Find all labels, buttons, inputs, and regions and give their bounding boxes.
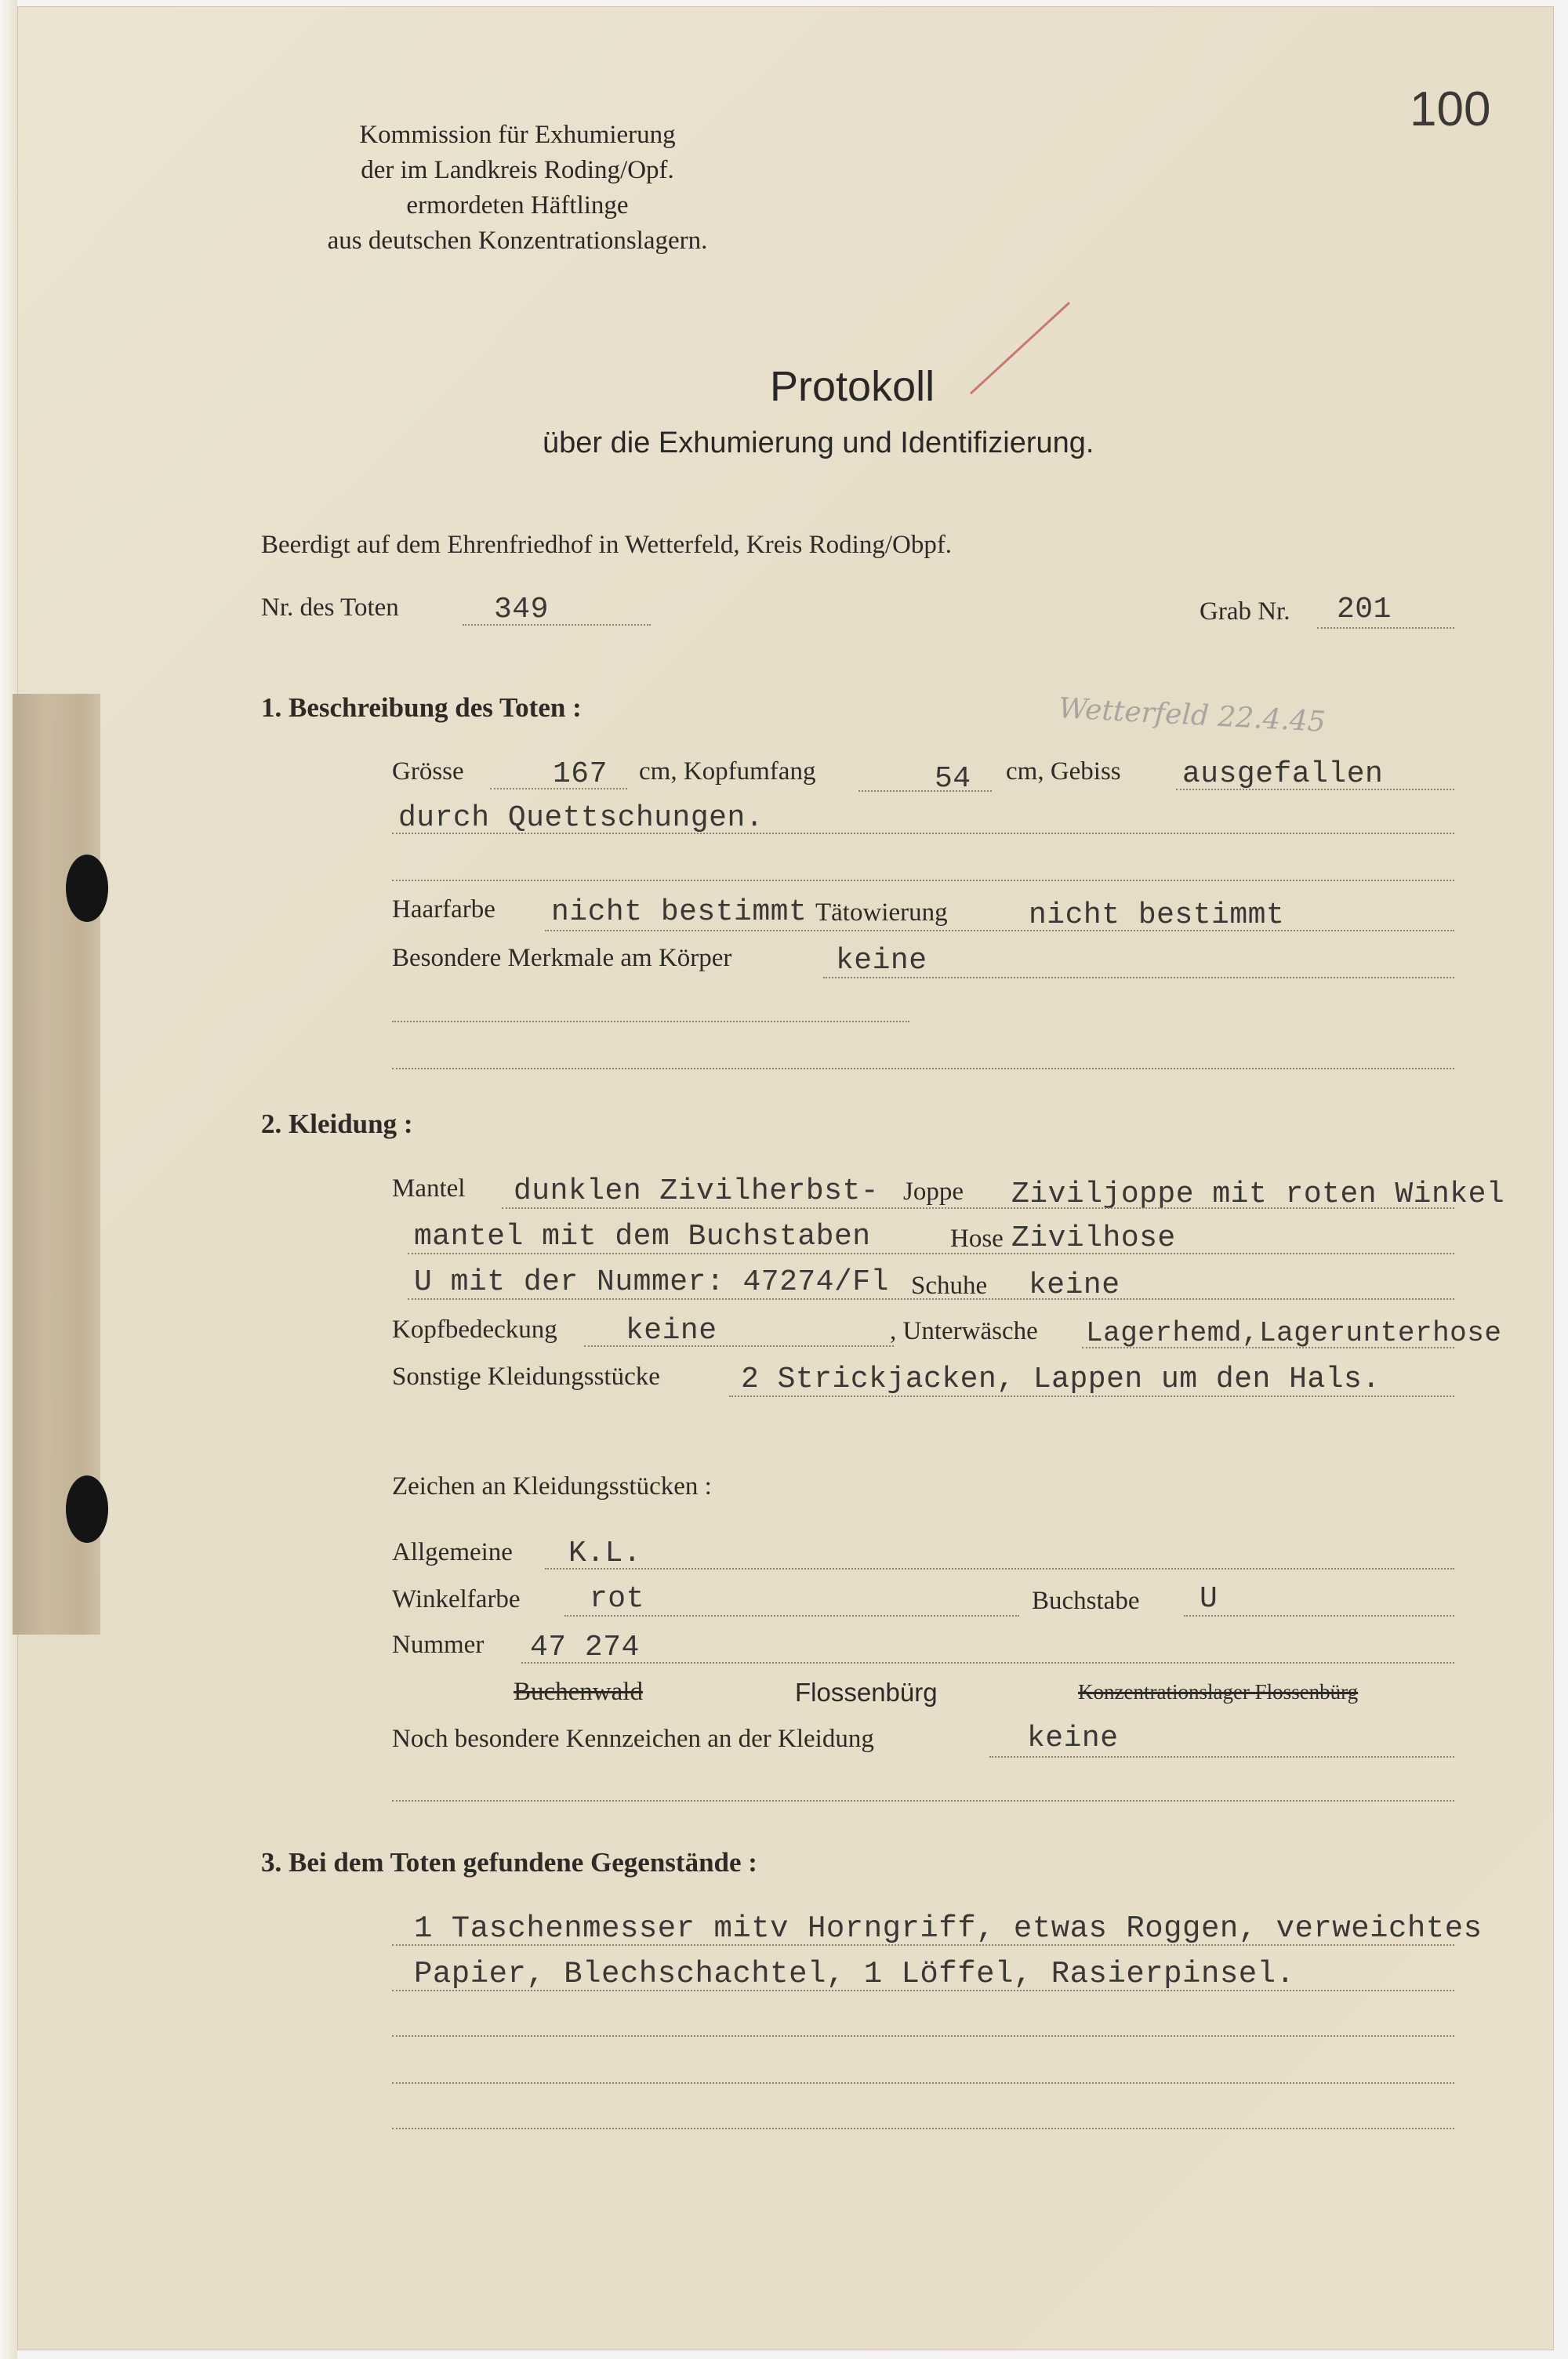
items-dotted-line-1	[392, 1944, 1454, 1946]
burial-text: Beerdigt auf dem Ehrenfriedhof in Wetterfeld, Kreis Roding/Obpf.	[261, 531, 953, 559]
taetowierung-label: Tätowierung	[815, 898, 948, 927]
items-dotted-line-5	[392, 2128, 1454, 2129]
mantel-continuation-2: U mit der Nummer: 47274/Fl	[414, 1265, 889, 1299]
nummer-label: Nummer	[392, 1631, 485, 1659]
lager-flossenbuerg: Flossenbürg	[795, 1678, 938, 1707]
merkmale-dotted-line	[823, 977, 1454, 978]
blank-dotted-line-1	[392, 880, 1454, 881]
grab-dotted-line	[1317, 627, 1454, 629]
nummer-value: 47 274	[530, 1631, 640, 1664]
joppe-value: Ziviljoppe mit roten Winkel	[1011, 1178, 1505, 1211]
groesse-label: Grösse	[392, 757, 464, 786]
joppe-label: Joppe	[903, 1178, 964, 1206]
winkelfarbe-value: rot	[590, 1582, 644, 1616]
blank-dotted-line-2	[392, 1021, 909, 1022]
items-dotted-line-3	[392, 2035, 1454, 2037]
buchstabe-label: Buchstabe	[1032, 1587, 1140, 1615]
nr-dotted-line	[463, 624, 651, 626]
merkmale-value: keine	[836, 944, 927, 978]
gebiss-value: ausgefallen	[1182, 757, 1384, 791]
gebiss-dotted-line	[1176, 789, 1454, 790]
kopfbedeckung-value: keine	[626, 1314, 717, 1348]
header-line-2: der im Landkreis Roding/Opf.	[361, 156, 674, 184]
haar-dotted-line	[545, 930, 1454, 931]
lager-struck-buchenwald: Buchenwald	[514, 1678, 643, 1706]
header-line-4: aus deutschen Konzentrationslagern.	[327, 227, 708, 255]
schuhe-value: keine	[1029, 1268, 1120, 1302]
allgemeine-dotted-line	[545, 1568, 1454, 1570]
haarfarbe-label: Haarfarbe	[392, 895, 495, 924]
sonstige-dotted-line	[729, 1395, 1454, 1397]
schuhe-dotted-line	[408, 1298, 1454, 1300]
mantel-continuation: mantel mit dem Buchstaben	[414, 1220, 871, 1254]
mantel-label: Mantel	[392, 1174, 466, 1203]
winkelfarbe-label: Winkelfarbe	[392, 1585, 521, 1613]
lager-struck-kz: Konzentrationslager Flossenbürg	[1078, 1680, 1359, 1704]
section1-heading: 1. Beschreibung des Toten :	[261, 692, 582, 723]
groesse-value: 167	[553, 757, 608, 791]
merkmale-label: Besondere Merkmale am Körper	[392, 944, 732, 972]
handwritten-note: Wetterfeld 22.4.45	[1058, 692, 1327, 739]
blank-dotted-line-3	[392, 1068, 1454, 1069]
items-line-2: Papier, Blechschachtel, 1 Löffel, Rasierpinsel.	[414, 1957, 1295, 1991]
section3-heading: 3. Bei dem Toten gefundene Gegenstände :	[261, 1847, 757, 1878]
hose-value: Zivilhose	[1011, 1221, 1176, 1255]
groesse-dotted-line	[490, 788, 627, 789]
items-line-1: 1 Taschenmesser mitv Horngriff, etwas Roggen, verweichtes	[414, 1911, 1483, 1946]
kopfbedeckung-dotted-line	[584, 1345, 894, 1347]
sonstige-label: Sonstige Kleidungsstücke	[392, 1363, 660, 1391]
allgemeine-label: Allgemeine	[392, 1538, 513, 1566]
kopfbedeckung-label: Kopfbedeckung	[392, 1316, 557, 1344]
noch-value: keine	[1027, 1722, 1119, 1755]
gebiss-continuation: durch Quettschungen.	[398, 801, 764, 835]
punch-hole-bottom	[66, 1475, 108, 1543]
red-pencil-mark	[964, 298, 1074, 400]
taetowierung-value: nicht bestimmt	[1029, 898, 1285, 932]
commission-header	[290, 118, 745, 259]
buchstabe-dotted-line	[1184, 1615, 1454, 1617]
items-dotted-line-4	[392, 2082, 1454, 2084]
mantel-value: dunklen Zivilherbst-	[514, 1174, 880, 1208]
schuhe-label: Schuhe	[911, 1272, 988, 1300]
punch-hole-top	[66, 855, 108, 922]
gebiss-label: cm, Gebiss	[1006, 757, 1121, 786]
noch-label: Noch besondere Kennzeichen an der Kleidung	[392, 1725, 874, 1753]
buchstabe-value: U	[1200, 1582, 1218, 1616]
gebiss-cont-dotted-line	[392, 833, 1454, 834]
nr-label: Nr. des Toten	[261, 593, 399, 622]
blank-dotted-line-4	[392, 1800, 1454, 1802]
allgemeine-value: K.L.	[568, 1537, 642, 1570]
haarfarbe-value: nicht bestimmt	[551, 895, 808, 929]
sonstige-value: 2 Strickjacken, Lappen um den Hals.	[741, 1363, 1381, 1396]
noch-dotted-line	[989, 1756, 1454, 1758]
grab-value: 201	[1337, 593, 1392, 626]
header-line-1: Kommission für Exhumierung	[359, 121, 676, 149]
page-title: Protokoll	[770, 363, 935, 410]
unterwaesche-label: , Unterwäsche	[890, 1317, 1038, 1345]
mantel-dotted-line	[502, 1207, 1454, 1209]
header-line-3: ermordeten Häftlinge	[406, 191, 629, 220]
nr-value: 349	[494, 593, 549, 626]
page-number: 100	[1410, 82, 1491, 136]
section2-heading: 2. Kleidung :	[261, 1109, 413, 1139]
kopf-label: cm, Kopfumfang	[639, 757, 816, 786]
hose-label: Hose	[950, 1225, 1004, 1253]
grab-label: Grab Nr.	[1200, 597, 1290, 626]
zeichen-label: Zeichen an Kleidungsstücken :	[392, 1472, 712, 1501]
kopf-dotted-line-2	[858, 790, 992, 792]
page-subtitle: über die Exhumierung und Identifizierung.	[543, 426, 1094, 459]
hose-dotted-line	[408, 1253, 1454, 1254]
kopf-value: 54	[935, 762, 971, 796]
nummer-dotted-line	[521, 1662, 1454, 1664]
unterwaesche-dotted-line	[1082, 1347, 1454, 1348]
unterwaesche-value: Lagerhemd,Lagerunterhose	[1086, 1317, 1502, 1349]
items-dotted-line-2	[392, 1990, 1454, 1991]
winkelfarbe-dotted-line	[564, 1615, 1019, 1617]
